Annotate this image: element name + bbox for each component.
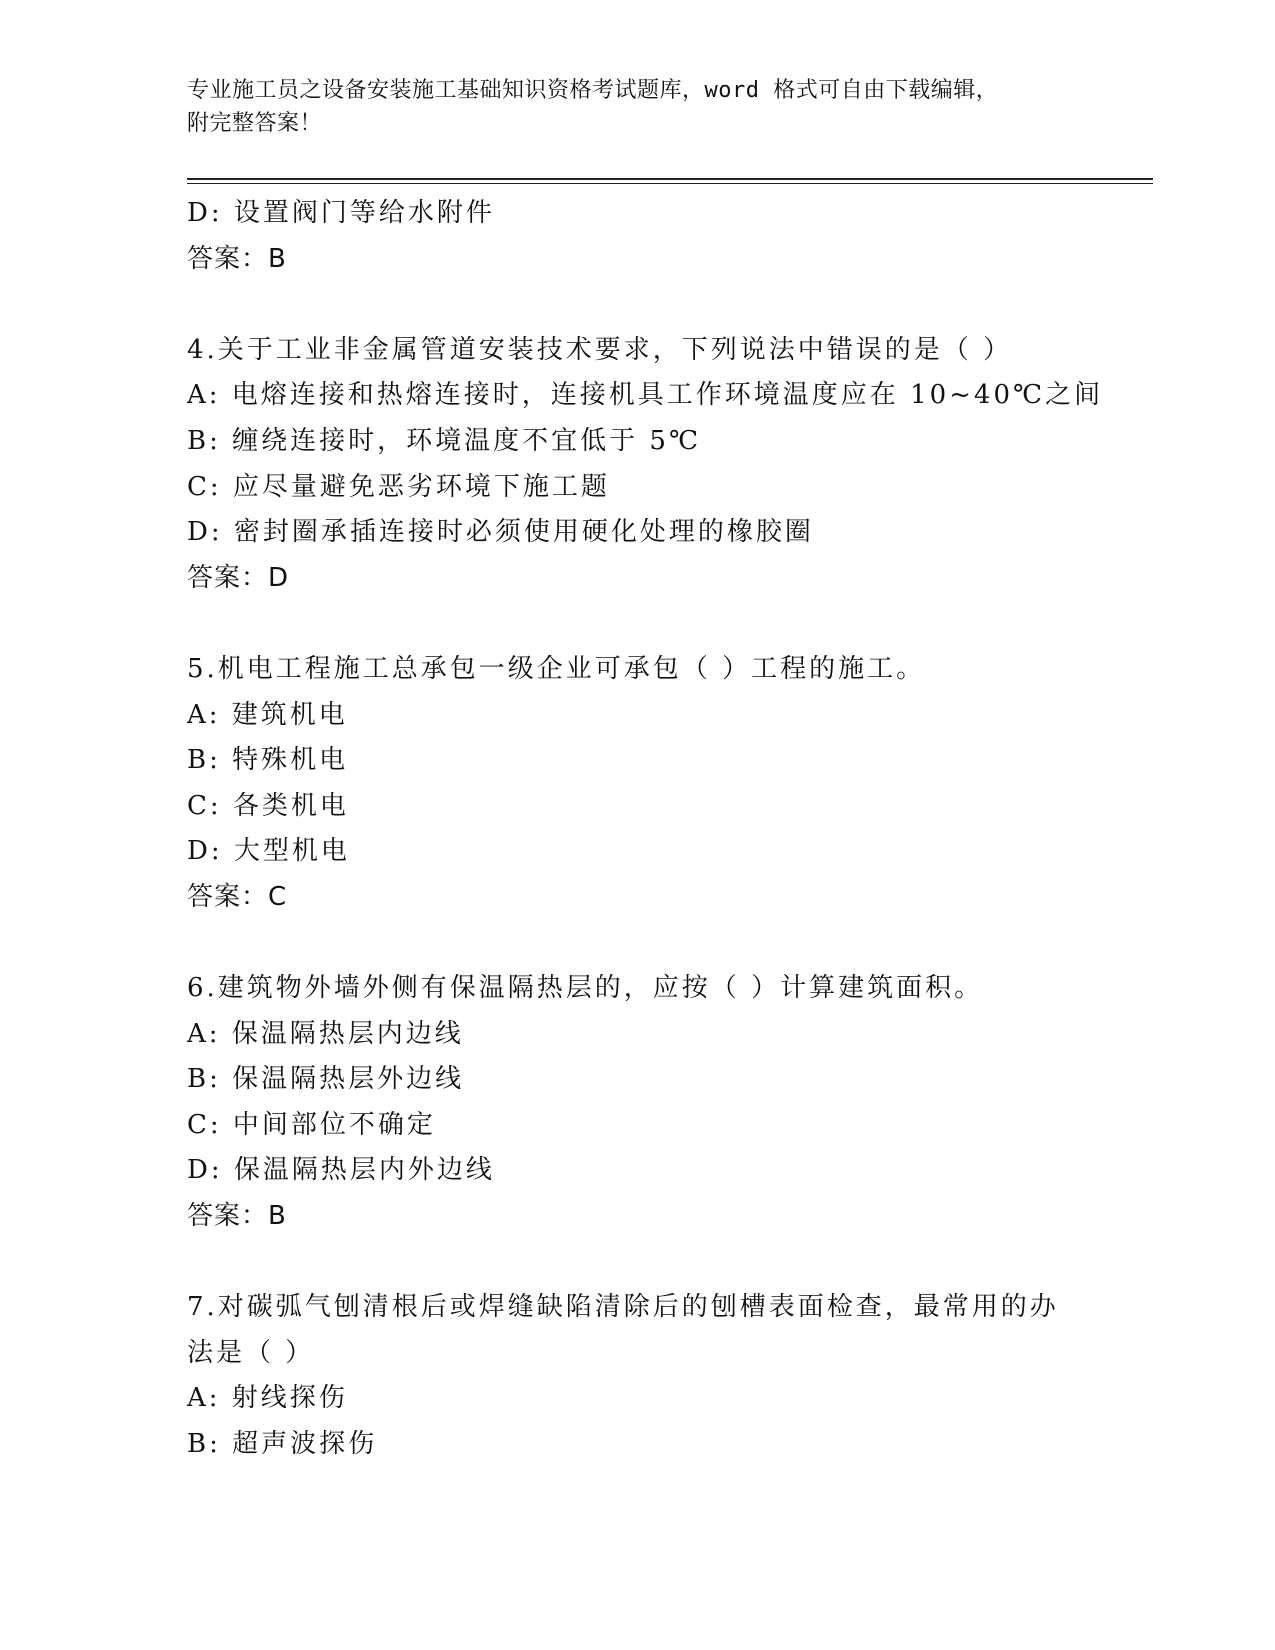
- document-header: [187, 74, 1077, 140]
- answer: 答案：B: [187, 243, 287, 274]
- option-c: C: 应尽量避免恶劣环境下施工题: [187, 471, 610, 502]
- option-d: D: 大型机电: [187, 836, 350, 867]
- answer: 答案：D: [187, 562, 290, 593]
- question-stem-line-1: 7.对碳弧气刨清根后或焊缝缺陷清除后的刨槽表面检查，最常用的办: [187, 1292, 1059, 1323]
- header-divider-thick: [187, 178, 1153, 180]
- question-list: [187, 191, 1104, 1468]
- header-line-2: 附完整答案！: [187, 111, 323, 136]
- header-divider-thin: [187, 183, 1153, 184]
- answer: 答案：B: [187, 1201, 287, 1232]
- option-a: A: 电熔连接和热熔连接时，连接机具工作环境温度应在 10~40℃之间: [187, 380, 1104, 411]
- question-7: [187, 1285, 1087, 1467]
- option-d: D: 保温隔热层内外边线: [187, 1155, 495, 1186]
- question-4: [187, 328, 1104, 602]
- option-b: B: 特殊机电: [187, 745, 349, 776]
- option-b: B: 保温隔热层外边线: [187, 1064, 465, 1095]
- answer: 答案：C: [187, 881, 288, 912]
- question-6: [187, 966, 1087, 1240]
- option-c: C: 各类机电: [187, 790, 349, 821]
- question-stem: 6.建筑物外墙外侧有保温隔热层的，应按（ ）计算建筑面积。: [187, 973, 984, 1004]
- option-d: D: 设置阀门等给水附件: [187, 198, 495, 228]
- option-b: B: 超声波探伤: [187, 1429, 378, 1460]
- question-stem: 5.机电工程施工总承包一级企业可承包（ ）工程的施工。: [187, 653, 926, 684]
- option-a: A: 建筑机电: [187, 699, 348, 730]
- header-line-1: 专业施工员之设备安装施工基础知识资格考试题库，word 格式可自由下载编辑，: [187, 78, 999, 103]
- question-stem: 4.关于工业非金属管道安装技术要求，下列说法中错误的是（ ）: [187, 334, 1013, 365]
- option-a: A: 保温隔热层内边线: [187, 1018, 464, 1049]
- question-stem-line-2: 法是（ ）: [187, 1337, 315, 1368]
- question-5: [187, 647, 1087, 921]
- option-d: D: 密封圈承插连接时必须使用硬化处理的橡胶圈: [187, 517, 814, 548]
- option-b: B: 缠绕连接时，环境温度不宜低于 5℃: [187, 425, 702, 456]
- option-a: A: 射线探伤: [187, 1383, 348, 1414]
- option-c: C: 中间部位不确定: [187, 1109, 436, 1140]
